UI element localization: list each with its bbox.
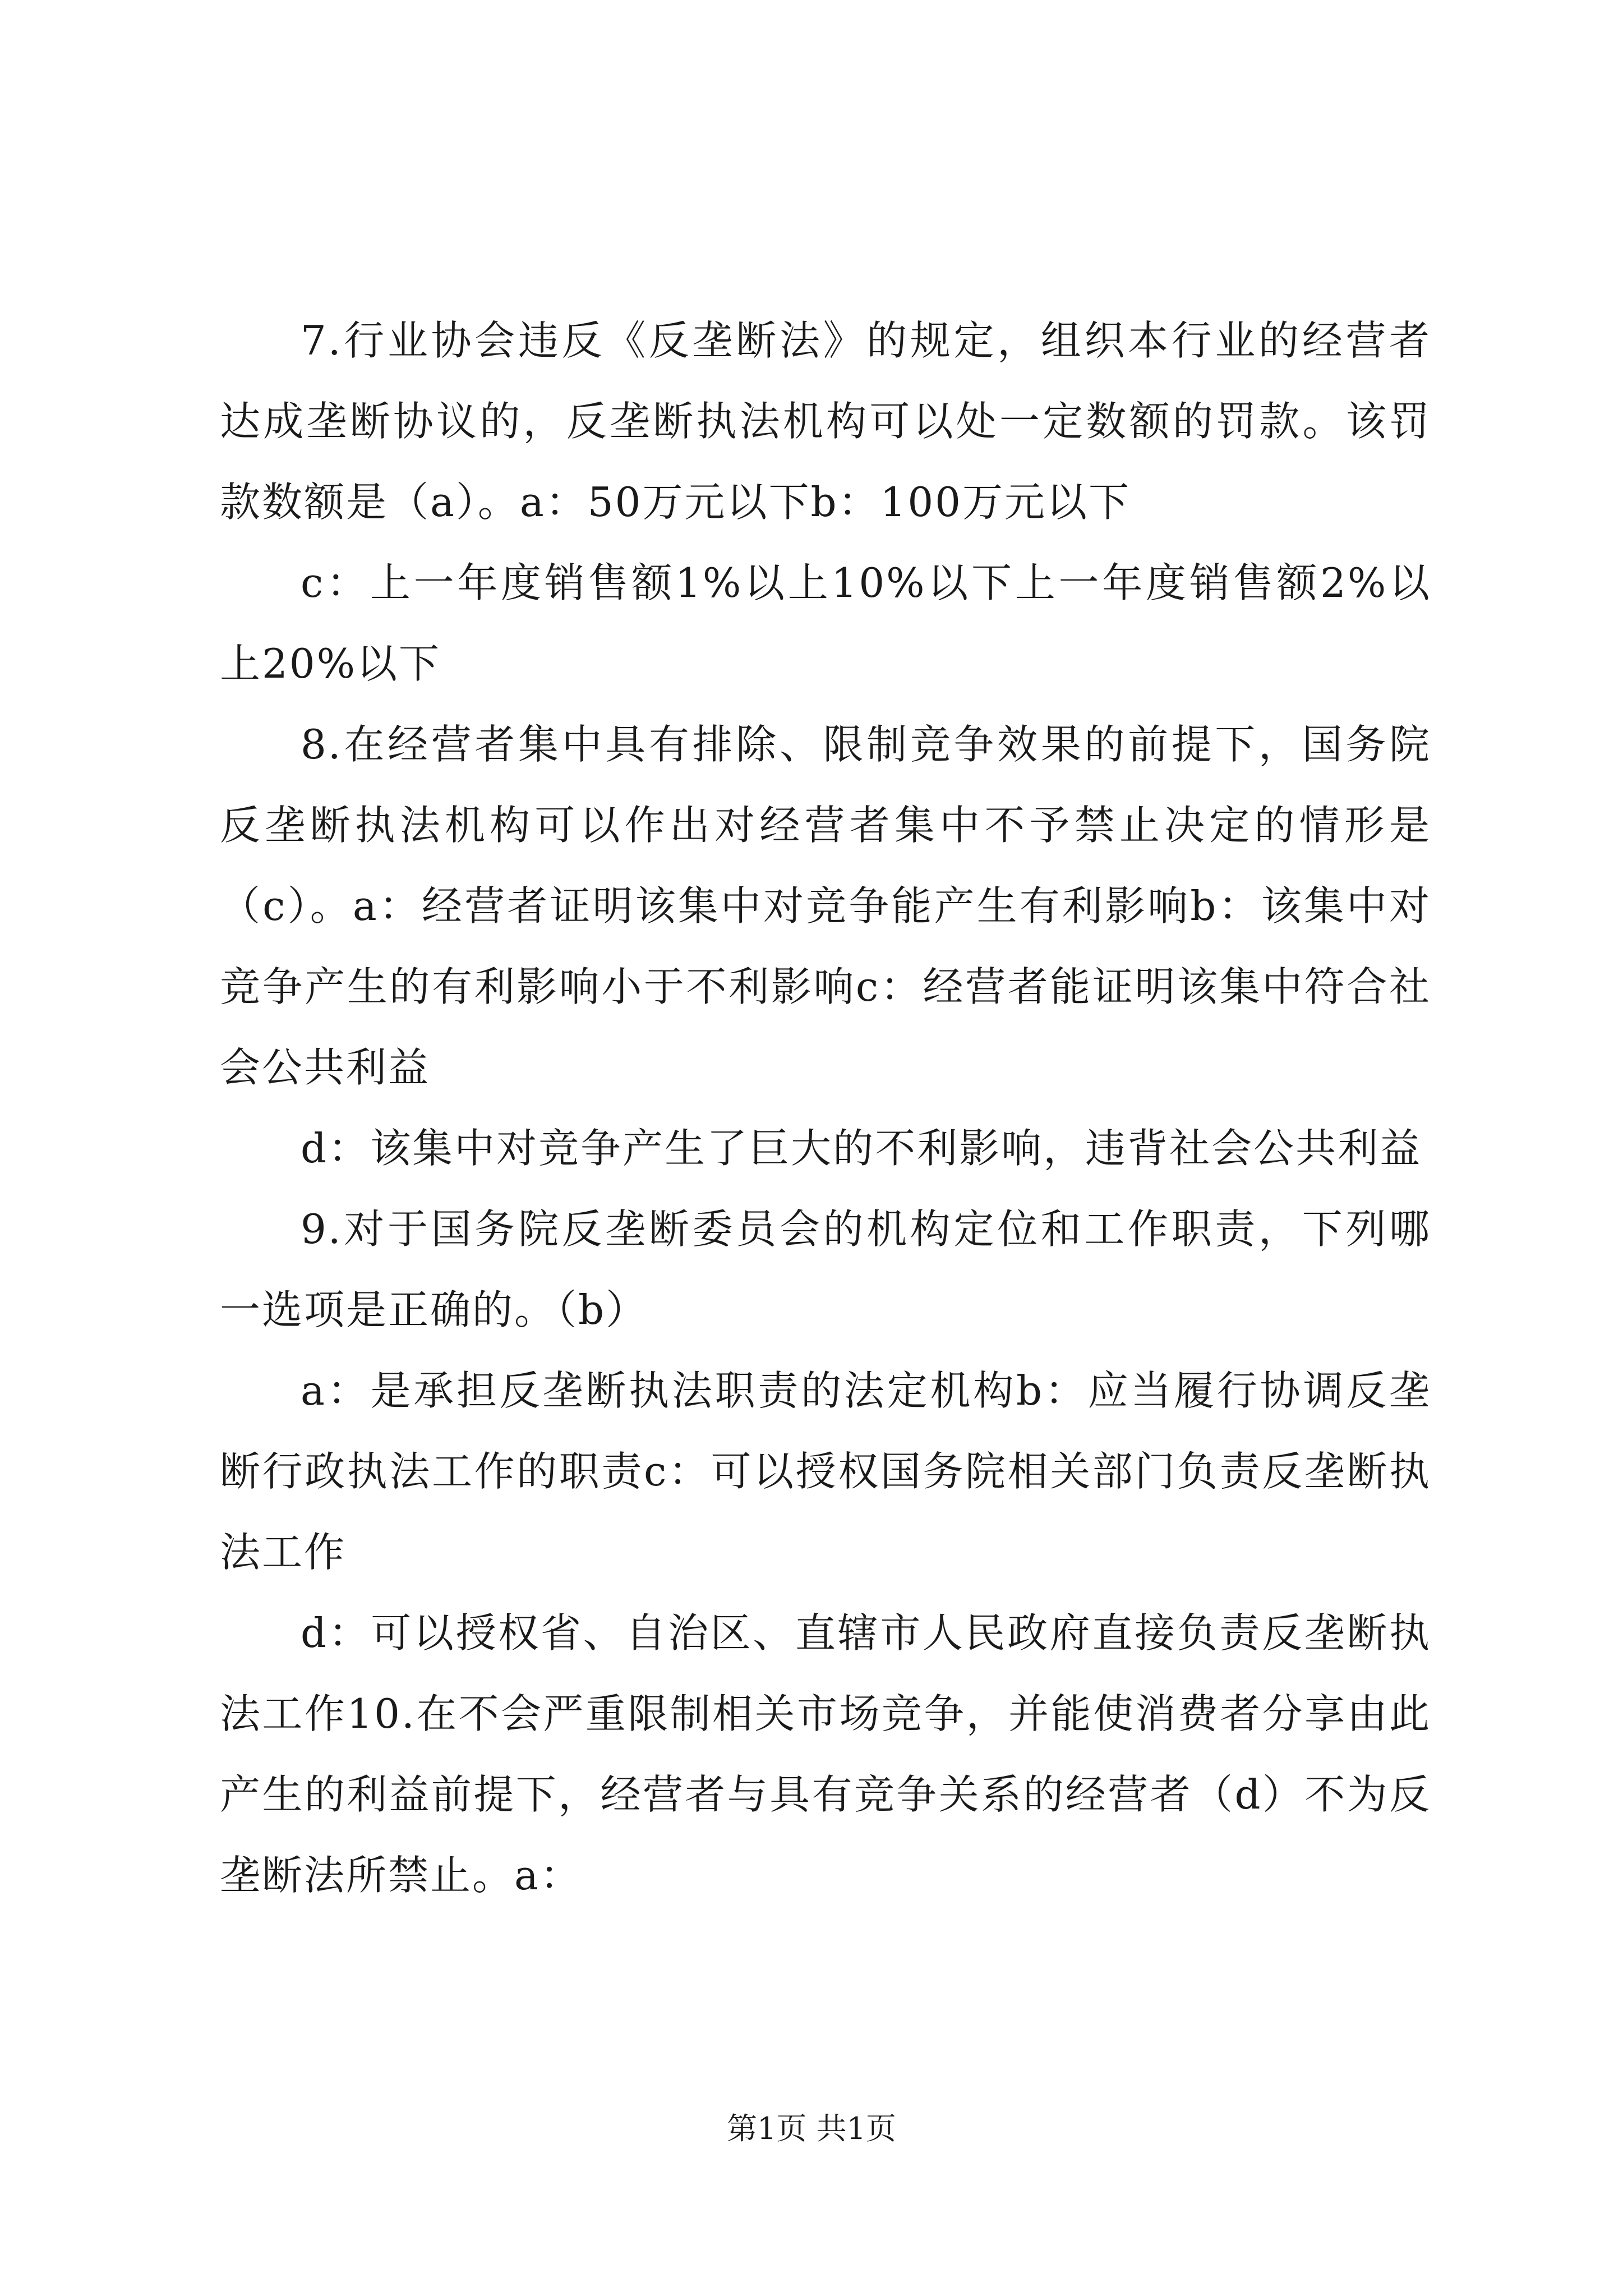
paragraph-question-8: 8.在经营者集中具有排除、限制竞争效果的前提下，国务院反垄断执法机构可以作出对经营者集中不予禁止决定的情形是（c）。a：经营者证明该集中对竞争能产生有利影响b：该集中对竞争产生的有利影响小于不利影响c：经营者能证明该集中符合社会公共利益 bbox=[220, 721, 1431, 1091]
document-body bbox=[220, 300, 1431, 1916]
paragraph-question-7: 7.行业协会违反《反垄断法》的规定，组织本行业的经营者达成垄断协议的，反垄断执法机构可以处一定数额的罚款。该罚款数额是（a）。a：50万元以下b：100万元以下 bbox=[220, 317, 1431, 526]
paragraph-question-9-options: a：是承担反垄断执法职责的法定机构b：应当履行协调反垄断行政执法工作的职责c：可以授权国务院相关部门负责反垄断执法工作 bbox=[220, 1367, 1431, 1576]
paragraph-question-9: 9.对于国务院反垄断委员会的机构定位和工作职责，下列哪一选项是正确的。（b） bbox=[220, 1205, 1431, 1333]
paragraph-question-7-option-c: c：上一年度销售额1%以上10%以下上一年度销售额2%以上20%以下 bbox=[220, 559, 1431, 687]
paragraph-question-9-option-d-question-10: d：可以授权省、自治区、直辖市人民政府直接负责反垄断执法工作10.在不会严重限制相关市场竞争，并能使消费者分享由此产生的利益前提下，经营者与具有竞争关系的经营者（d）不为反垄断法所禁止。a： bbox=[220, 1609, 1431, 1899]
paragraph-question-8-option-d: d：该集中对竞争产生了巨大的不利影响，违背社会公共利益 bbox=[301, 1125, 1422, 1172]
page-footer: 第1页 共1页 bbox=[727, 2111, 896, 2146]
